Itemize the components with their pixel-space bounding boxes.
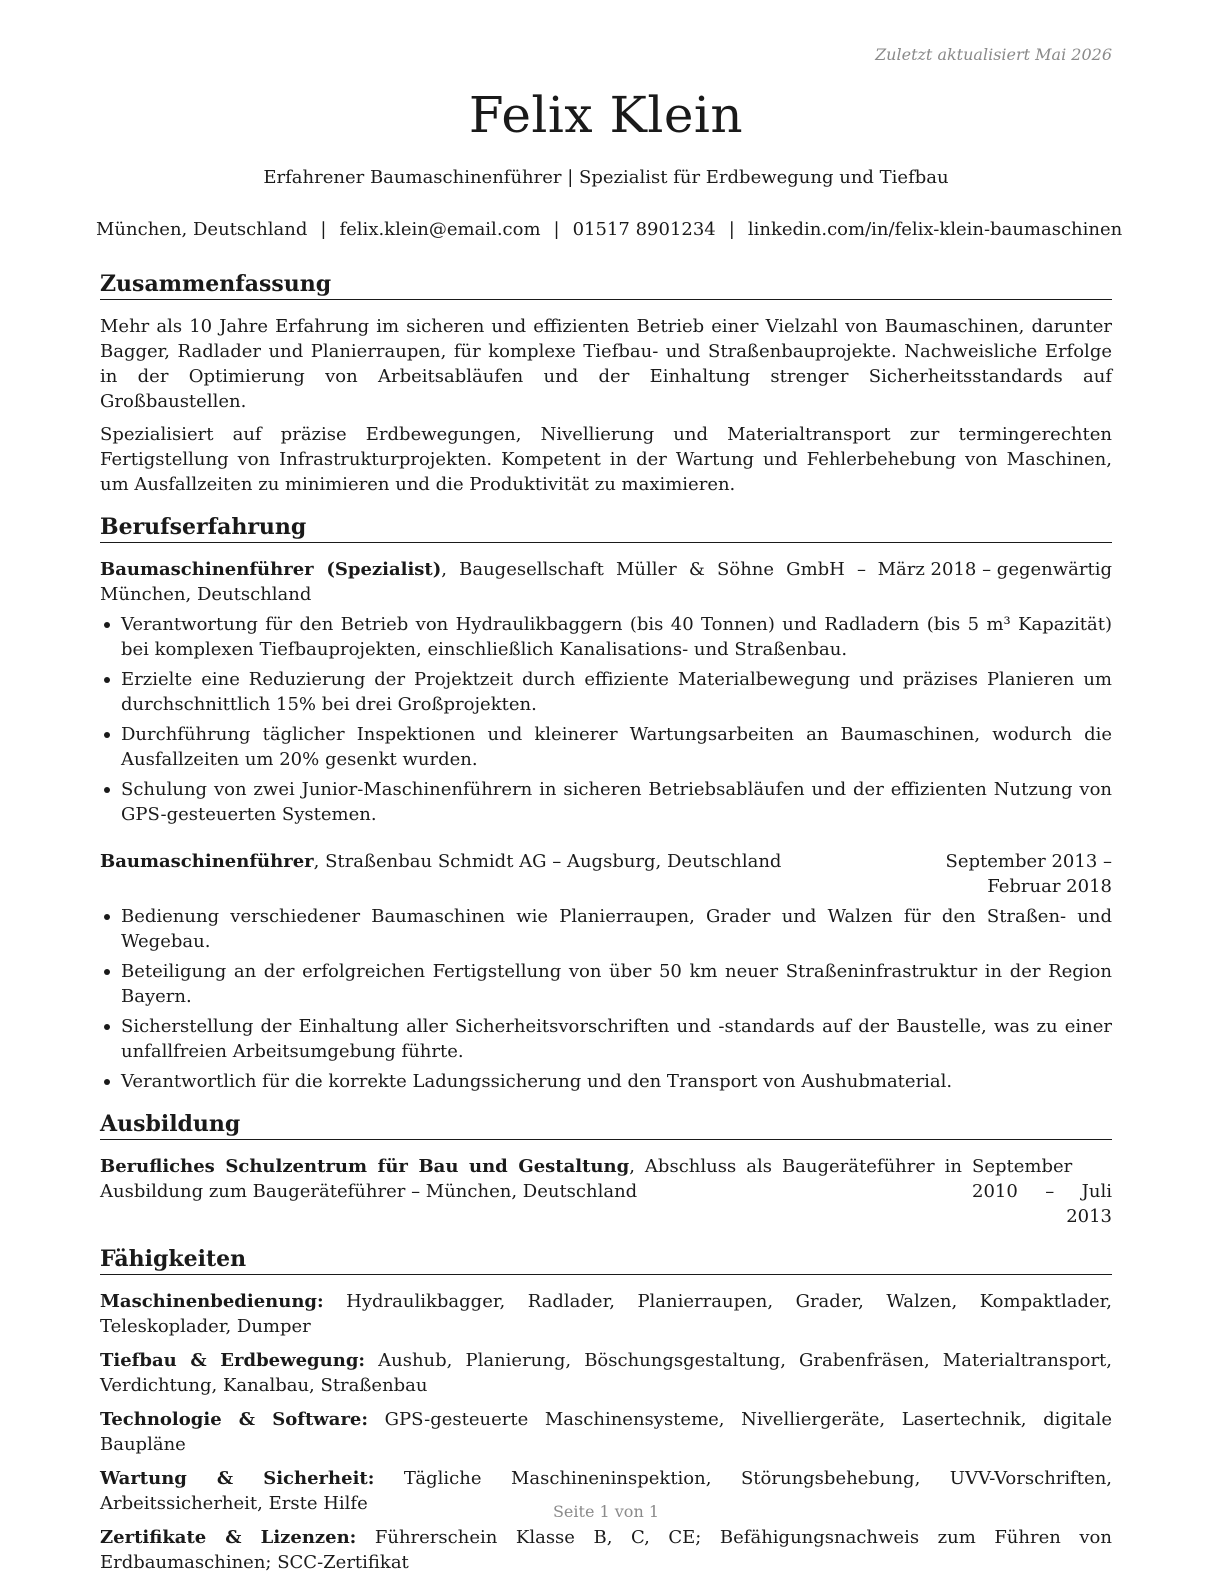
skill-label: Zertifikate & Lizenzen: — [100, 1527, 357, 1548]
skill-label: Wartung & Sicherheit: — [100, 1468, 375, 1489]
job-entry — [100, 849, 1112, 1094]
job-bullet: Verantwortung für den Betrieb von Hydraulikbaggern (bis 40 Tonnen) und Radladern (bis 5 m³ Kapazität) bei komplexen Tiefbauprojekten, einschließlich Kanalisations- und Straßenbau. — [100, 612, 1112, 662]
job-bullet: Durchführung täglicher Inspektionen und kleinerer Wartungsarbeiten an Baumaschinen, wodurch die Ausfallzeiten um 20% gesenkt wurden. — [100, 722, 1112, 772]
experience-section — [100, 513, 1112, 1094]
skills-section — [100, 1245, 1112, 1575]
summary-paragraph: Mehr als 10 Jahre Erfahrung im sicheren und effizienten Betrieb einer Vielzahl von Baumaschinen, darunter Bagger, Radlader und Planierraupen, für komplexe Tiefbau- und Straßenbauprojekte. Nachweisliche Erfolge in der Optimierung von Arbeitsabläufen und der Einhaltung strenger Sicherheitsstandards auf Großbaustellen. — [100, 316, 1112, 412]
skill-value: Aushub, Planierung, Böschungsgestaltung, Grabenfräsen, Materialtransport, Verdichtung, Kanalbau, Straßenbau — [100, 1350, 1112, 1396]
job-bullet: Schulung von zwei Junior-Maschinenführern in sicheren Betriebsabläufen und der effizienten Nutzung von GPS-gesteuerten Systemen. — [100, 777, 1112, 827]
job-role: Baumaschinenführer — [100, 851, 314, 872]
skill-row — [100, 1289, 1112, 1339]
job-bullet: Erzielte eine Reduzierung der Projektzeit durch effiziente Materialbewegung und präzises Planieren um durchschnittlich 15% bei drei Großprojekten. — [100, 667, 1112, 717]
education-institution: Berufliches Schulzentrum für Bau und Gestaltung — [100, 1156, 630, 1177]
section-title-education: Ausbildung — [100, 1110, 1112, 1140]
page-number: Seite 1 von 1 — [552, 1502, 660, 1521]
job-bullet: Sicherstellung der Einhaltung aller Sicherheitsvorschriften und -standards auf der Baustelle, was zu einer unfallfreien Arbeitsumgebung führte. — [100, 1014, 1112, 1064]
skill-row — [100, 1348, 1112, 1398]
summary-section — [100, 270, 1112, 497]
skill-value: Tägliche Maschineninspektion, Störungsbehebung, UVV-Vorschriften, Arbeitssicherheit, Erste Hilfe — [100, 1468, 1113, 1514]
contact-email[interactable]: felix.klein@email.com — [339, 219, 541, 240]
education-title-line — [100, 1154, 962, 1229]
job-entry — [100, 557, 1112, 827]
skill-value: Hydraulikbagger, Radlader, Planierraupen, Grader, Walzen, Kompaktlader, Teleskoplader, Dumper — [100, 1291, 1112, 1337]
education-section — [100, 1110, 1112, 1229]
education-entry — [100, 1154, 1112, 1229]
contact-location: München, Deutschland — [96, 219, 308, 240]
education-dates: September 2010 – Juli 2013 — [972, 1156, 1112, 1227]
section-title-summary: Zusammenfassung — [100, 270, 1112, 300]
contact-separator: | — [553, 219, 560, 240]
job-bullets — [100, 904, 1112, 1094]
contact-separator: | — [728, 219, 735, 240]
skill-value: Führerschein Klasse B, C, CE; Befähigungsnachweis zum Führen von Erdbaumaschinen; SCC-Zertifikat — [100, 1527, 1112, 1573]
tagline: Erfahrener Baumaschinenführer | Spezialist für Erdbewegung und Tiefbau — [263, 167, 949, 188]
skill-row — [100, 1407, 1112, 1457]
section-title-skills: Fähigkeiten — [100, 1245, 1112, 1275]
skill-label: Technologie & Software: — [100, 1409, 369, 1430]
skill-row — [100, 1525, 1112, 1575]
resume-content — [100, 270, 1112, 1591]
summary-paragraph: Spezialisiert auf präzise Erdbewegungen, Nivellierung und Materialtransport zur termingerechten Fertigstellung von Infrastrukturprojekten. Kompetent in der Wartung und Fehlerbehebung von Maschinen, um Ausfallzeiten zu minimieren und die Produktivität zu maximieren. — [100, 424, 1112, 495]
education-detail: , Abschluss als Baugeräteführer in Ausbildung zum Baugeräteführer – München, Deutschland — [100, 1156, 962, 1202]
resume-page — [96, 0, 1123, 1584]
job-header — [100, 849, 1112, 899]
job-bullet: Beteiligung an der erfolgreichen Fertigstellung von über 50 km neuer Straßeninfrastruktur in der Region Bayern. — [100, 959, 1112, 1009]
skill-label: Tiefbau & Erdbewegung: — [100, 1350, 366, 1371]
job-bullet: Verantwortlich für die korrekte Ladungssicherung und den Transport von Aushubmaterial. — [100, 1069, 1112, 1094]
job-employer: , Baugesellschaft Müller & Söhne GmbH – München, Deutschland — [100, 559, 866, 605]
contact-linkedin[interactable]: linkedin.com/in/felix-klein-baumaschinen — [747, 219, 1123, 240]
education-header — [100, 1154, 1112, 1229]
contact-separator: | — [320, 219, 327, 240]
job-dates: September 2013 – Februar 2018 — [945, 851, 1112, 897]
last-updated: Zuletzt aktualisiert Mai 2026 — [875, 45, 1112, 64]
section-title-experience: Berufserfahrung — [100, 513, 1112, 543]
job-title-line — [100, 849, 862, 899]
job-employer: , Straßenbau Schmidt AG – Augsburg, Deutschland — [313, 851, 782, 872]
contact-phone[interactable]: 01517 8901234 — [572, 219, 716, 240]
job-bullets — [100, 612, 1112, 827]
job-role: Baumaschinenführer (Spezialist) — [100, 559, 442, 580]
skill-value: GPS-gesteuerte Maschinensysteme, Nivelliergeräte, Lasertechnik, digitale Baupläne — [100, 1409, 1112, 1455]
job-dates: März 2018 – gegenwärtig — [870, 557, 1112, 582]
job-bullet: Bedienung verschiedener Baumaschinen wie Planierraupen, Grader und Walzen für den Straßen- und Wegebau. — [100, 904, 1112, 954]
contact-line — [96, 219, 1123, 240]
skill-label: Maschinenbedienung: — [100, 1291, 324, 1312]
candidate-name: Felix Klein — [468, 86, 744, 144]
job-header — [100, 557, 1112, 607]
